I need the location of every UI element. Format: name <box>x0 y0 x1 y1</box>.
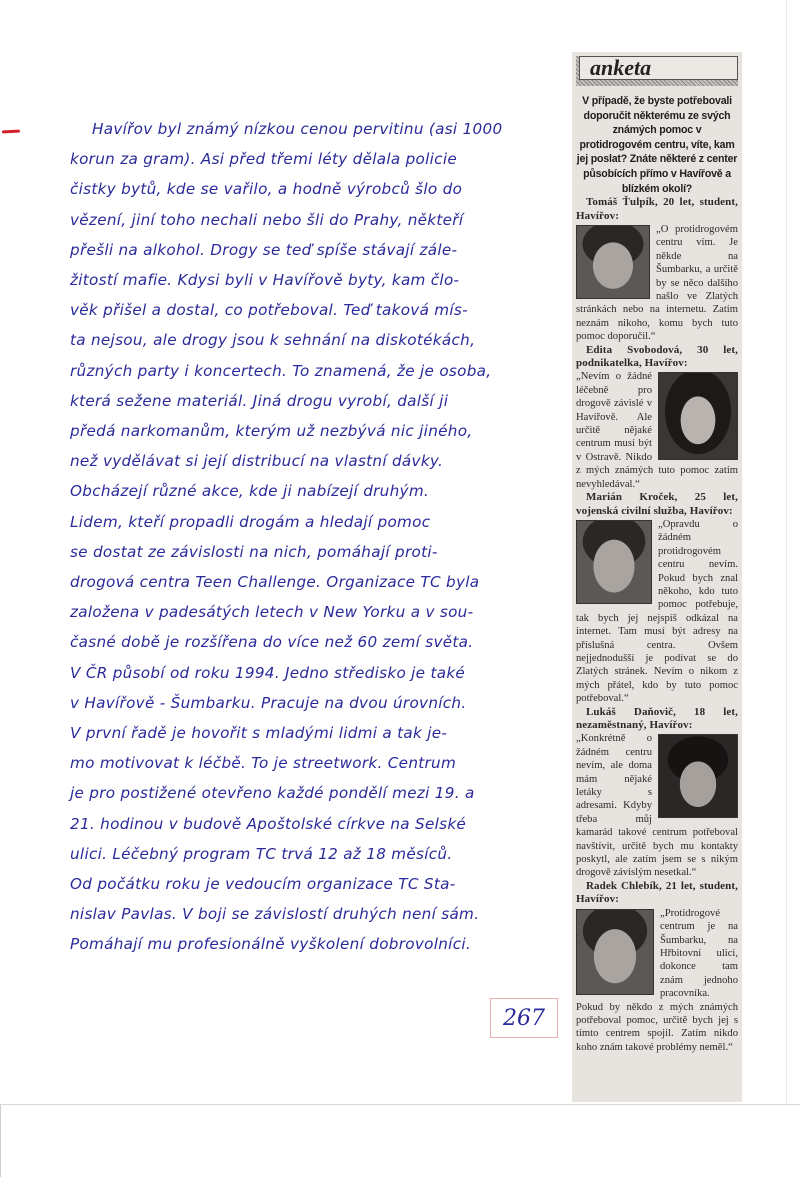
handwritten-line: ulici. Léčebný program TC trvá 12 až 18 měsíců. <box>70 844 453 863</box>
handwritten-line: 21. hodinou v budově Apoštolské církve na Selské <box>70 814 467 833</box>
page-edge <box>0 1104 800 1105</box>
handwritten-line: časné době je rozšířena do více než 60 zemí světa. <box>70 633 474 652</box>
handwritten-line: vězení, jiní toho nechali nebo šli do Prahy, někteří <box>70 210 464 229</box>
page-number: 267 <box>490 998 558 1038</box>
red-dash-marker <box>2 130 20 134</box>
handwritten-line: se dostat ze závislosti na nich, pomáhají proti- <box>70 542 438 561</box>
handwritten-line: V ČR působí od roku 1994. Jedno středisko je také <box>70 663 466 682</box>
respondent <box>576 491 738 706</box>
handwritten-line: nislav Pavlas. V boji se závislostí druhých není sám. <box>70 905 480 924</box>
handwritten-line: Havířov byl známý nízkou cenou pervitinu (asi 1000 <box>92 120 503 138</box>
handwritten-line: založena v padesátých letech v New Yorku a v sou- <box>70 603 474 622</box>
handwritten-line: Obcházejí různé akce, kde ji nabízejí druhým. <box>70 482 430 501</box>
respondent-name: Lukáš Daňovič, 18 let, nezaměstnaný, Havířov: <box>576 705 738 731</box>
respondent-name: Radek Chlebík, 21 let, student, Havířov: <box>576 879 738 906</box>
handwritten-line: která sežene materiál. Jiná drogu vyrobí, další ji <box>70 391 449 410</box>
respondent-photo <box>658 372 738 460</box>
newspaper-clipping <box>572 52 742 1102</box>
handwritten-line: je pro postižené otevřeno každé pondělí mezi 19. a <box>70 784 475 803</box>
respondent <box>576 706 738 880</box>
handwritten-line: předá narkomanům, kterým už nezbývá nic jiného, <box>70 422 473 440</box>
handwritten-line: ta nejsou, ale drogy jsou k sehnání na diskotékách, <box>70 331 476 350</box>
respondent-answer: „O protidrogovém centru vím. Je někde na Šumbarku, a určitě by se něco dalšího našlo ve Zlatých stránkách nebo na internetu. Zatím neznám nikoho, komu bych tuto pomoc doporučil.“ <box>576 223 738 343</box>
respondent-name: Tomáš Ťulpík, 20 let, student, Havířov: <box>576 196 738 222</box>
respondent-name: Marián Kroček, 25 let, vojenská civilní služba, Havířov: <box>576 491 738 517</box>
handwritten-line: drogová centra Teen Challenge. Organizace TC byla <box>70 573 480 591</box>
handwritten-line: korun za gram). Asi před třemi léty dělala policie <box>70 150 457 169</box>
respondent-photo <box>576 225 650 299</box>
handwritten-line: v Havířově - Šumbarku. Pracuje na dvou úrovních. <box>70 693 467 712</box>
clipping-header-label: anketa <box>579 56 738 80</box>
handwritten-line: čistky bytů, kde se vařilo, a hodně výrobců šlo do <box>70 180 463 199</box>
handwritten-line: věk přišel a dostal, co potřeboval. Teď taková mís- <box>70 301 468 320</box>
respondent-photo <box>576 909 654 995</box>
respondent-name: Edita Svobodová, 30 let, podnikatelka, Havířov: <box>576 343 738 370</box>
handwritten-line: různých party i koncertech. To znamená, že je osoba, <box>70 361 492 380</box>
respondent-photo <box>576 520 652 604</box>
handwritten-line: mo motivovat k léčbě. To je streetwork. Centrum <box>70 754 457 773</box>
respondent-answer: „Opravdu o žádném protidrogovém centru nevím. Pokud bych znal někoho, kdo tuto pomoc potřebuje, tak bych jej nejspíš odkázal na internet. Tam musí být adresy na příslušná centra. Ovšem nejjednodušší je podívat se do Zlatých stránek. Nevím o nikom z mých přátel, kdo by tuto pomoc potřeboval.“ <box>576 518 738 705</box>
handwritten-line: Lidem, kteří propadli drogám a hledají pomoc <box>70 512 431 531</box>
respondent <box>576 196 738 343</box>
handwritten-line: žitostí mafie. Kdysi byli v Havířově byty, kam člo- <box>70 271 460 289</box>
respondent-answer: „Nevím o žádné léčebně pro drogově závislé v Havířově. Ale určitě nějaké centrum musí být v Ostravě. Nikdo z mých známých tuto pomoc zatím nevyhledával.“ <box>576 371 738 490</box>
respondent <box>576 344 738 491</box>
handwritten-line: V první řadě je hovořit s mladými lidmi a tak je- <box>70 724 448 742</box>
respondent <box>576 880 738 1054</box>
handwritten-line: než vydělávat si její distribucí na vlastní dávky. <box>70 452 444 471</box>
page-edge <box>0 1104 1 1177</box>
survey-question: V případě, že byste potřebovali doporučit některému ze svých známých pomoc v protidrogovém centru, víte, kam jej poslat? Znáte některé z center působících přímo v Havířově a blízkém okolí? <box>576 95 738 195</box>
handwritten-line: přešli na alkohol. Drogy se teď spíše stávají zále- <box>70 240 458 259</box>
respondent-answer: „Konkrétně o žádném centru nevím, ale doma mám nějaké letáky s adresami. Kdyby třeba můj kamarád takové centrum potřeboval navštívit, určitě bych mu kontakty poskytl, ale zatím jsem se s nikým drogově závislým nesetkal.“ <box>576 733 738 879</box>
page-edge <box>786 0 787 1104</box>
clipping-header <box>576 56 738 86</box>
handwritten-line: Pomáhají mu profesionálně vyškolení dobrovolníci. <box>70 935 472 954</box>
respondent-photo <box>658 734 738 818</box>
handwritten-line: Od počátku roku je vedoucím organizace TC Sta- <box>70 875 456 893</box>
respondent-answer: „Protidrogové centrum je na Šumbarku, na Hřbitovní ulici, dokonce tam znám jednoho pracovníka. Pokud by někdo z mých známých potřeboval pomoc, určitě bych jej s tímto centrem spojil. Zatím nikdo koho znám takové problémy neměl.“ <box>576 907 738 1053</box>
